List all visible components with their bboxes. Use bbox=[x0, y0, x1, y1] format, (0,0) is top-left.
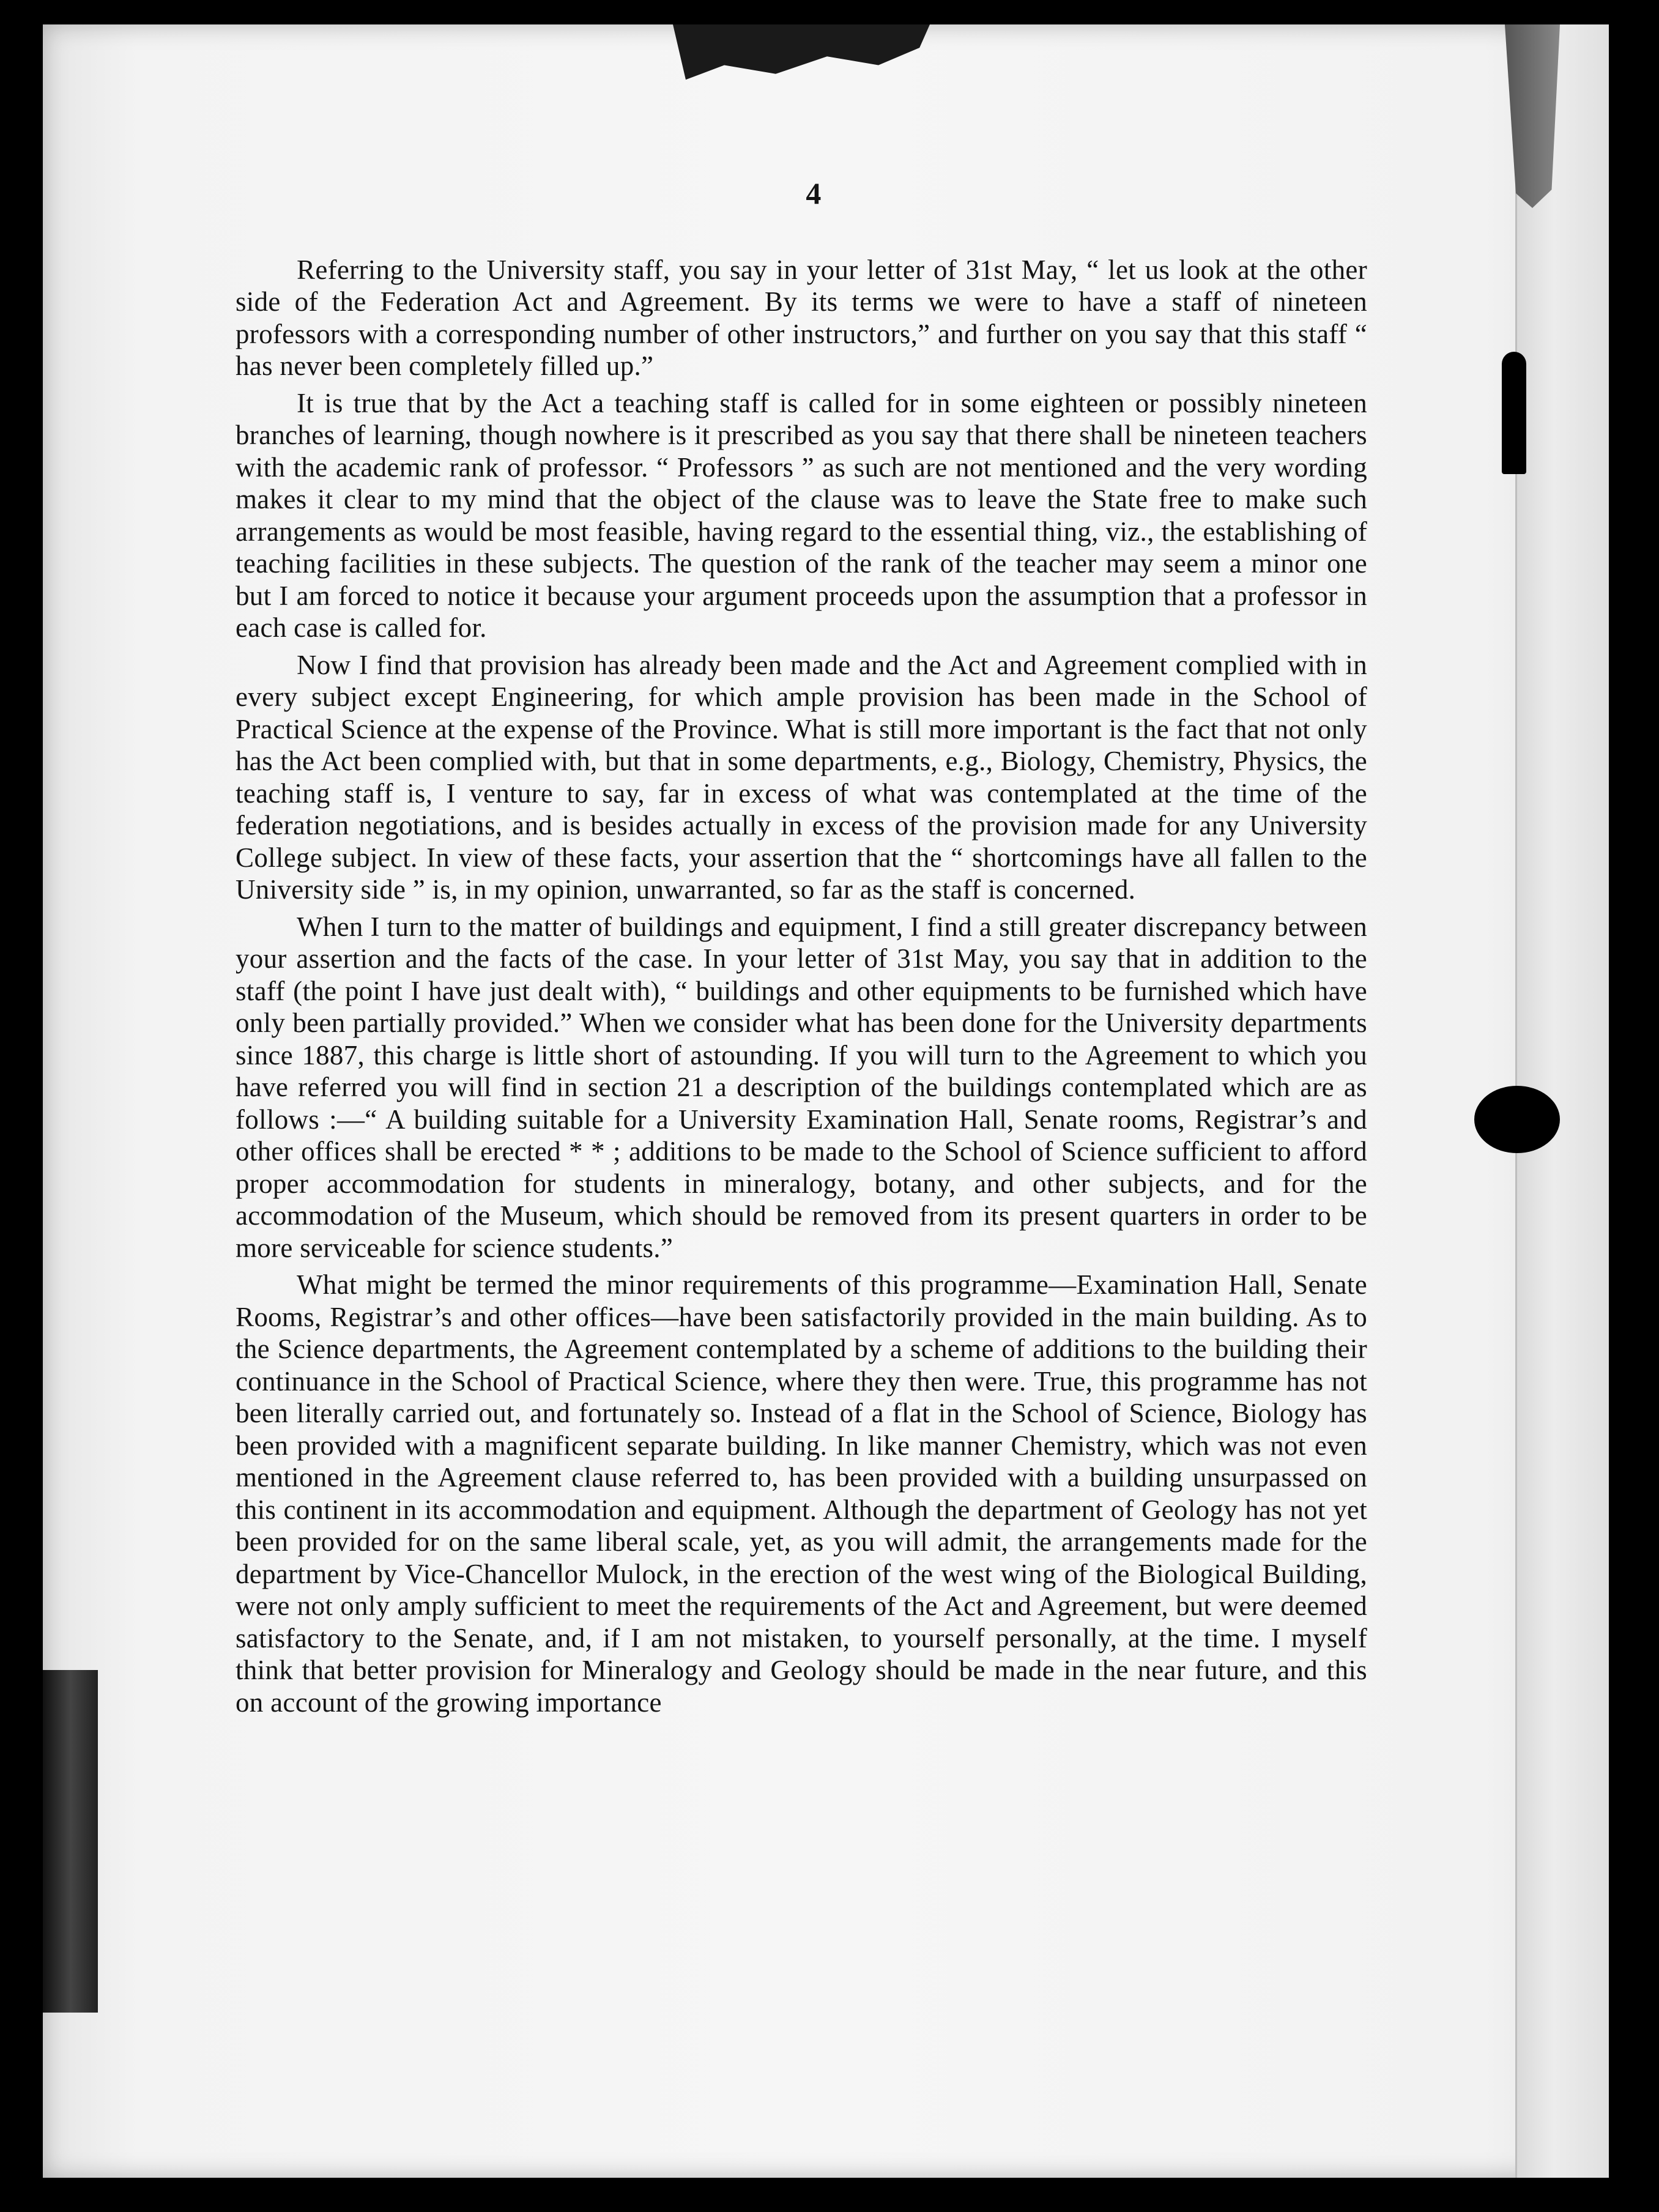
binding-clip bbox=[43, 1670, 98, 2013]
paragraph: What might be termed the minor requirements of this programme—Examination Hall, Senate Rooms, Registrar’s and other offices—have been satisfactorily provided in the main building. As to the Science departments, the Agreement contemplated by a scheme of additions to the building their continuance in the School of Practical Science, where they then were. True, this programme has not been literally carried out, and fortunately so. Instead of a flat in the School of Science, Biology has been provided with a magnificent separate building. In like manner Chemistry, which was not even mentioned in the Agreement clause referred to, has been provided with a building unsurpassed on this continent in its accommodation and equipment. Although the department of Geology has not yet been provided for on the same liberal scale, yet, as you will admit, the arrangements made for the department by Vice-Chancellor Mulock, in the erection of the west wing of the Biological Building, were not only amply sufficient to meet the requirements of the Act and Agreement, but were deemed satisfactory to the Senate, and, if I am not mistaken, to yourself personally, at the time. I myself think that better provision for Mineralogy and Geology should be made in the near future, and this on account of the growing importance bbox=[236, 1269, 1367, 1718]
paragraph: It is true that by the Act a teaching staff is called for in some eighteen or possibly nineteen branches of learning, though nowhere is it prescribed as you say that there shall be nineteen teachers with the academic rank of professor. “ Professors ” as such are not mentioned and the very wording makes it clear to my mind that the object of the clause was to leave the State free to make such arrangements as would be most feasible, having regard to the essential thing, viz., the establishing of teaching facilities in these subjects. The question of the rank of the teacher may seem a minor one but I am forced to notice it because your argument proceeds upon the assumption that a professor in each case is called for. bbox=[236, 387, 1367, 643]
paragraph: When I turn to the matter of buildings and equipment, I find a still greater discrepancy between your assertion and the facts of the case. In your letter of 31st May, you say that in addition to the staff (the point I have just dealt with), “ buildings and other equipments to be furnished which have only been partially provided.” When we consider what has been done for the University departments since 1887, this charge is little short of astounding. If you will turn to the Agreement to which you have referred you will find in section 21 a description of the buildings contemplated which are as follows :—“ A building suitable for a University Examination Hall, Senate rooms, Registrar’s and other offices shall be erected * * ; additions to be made to the School of Science sufficient to afford proper accommodation for students in mineralogy, botany, and other subjects, and for the accommodation of the Museum, which should be removed from its present quarters in order to be more serviceable for science students.” bbox=[236, 911, 1367, 1263]
paragraph: Referring to the University staff, you say in your letter of 31st May, “ let us look at the other side of the Federation Act and Agreement. By its terms we were to have a staff of nineteen professors with a corresponding number of other instructors,” and further on you say that this staff “ has never been completely filled up.” bbox=[236, 254, 1367, 381]
binding-hole-middle bbox=[1474, 1086, 1560, 1153]
torn-edge-mark bbox=[673, 24, 930, 83]
page-number: 4 bbox=[806, 176, 822, 210]
letter-text bbox=[236, 177, 1367, 1723]
binding-tab bbox=[1505, 24, 1560, 208]
binding-hole-upper bbox=[1502, 352, 1526, 474]
paragraph: Now I find that provision has already been made and the Act and Agreement complied with in every subject except Engineering, for which ample provision has been made in the School of Practical Science at the expense of the Province. What is still more important is the fact that not only has the Act been complied with, but that in some departments, e.g., Biology, Chemistry, Physics, the teaching staff is, I venture to say, far in excess of what was contemplated at the time of the federation negotiations, and is besides actually in excess of the provision made for any University College subject. In view of these facts, your assertion that the “ shortcomings have all fallen to the University side ” is, in my opinion, unwarranted, so far as the staff is concerned. bbox=[236, 649, 1367, 905]
